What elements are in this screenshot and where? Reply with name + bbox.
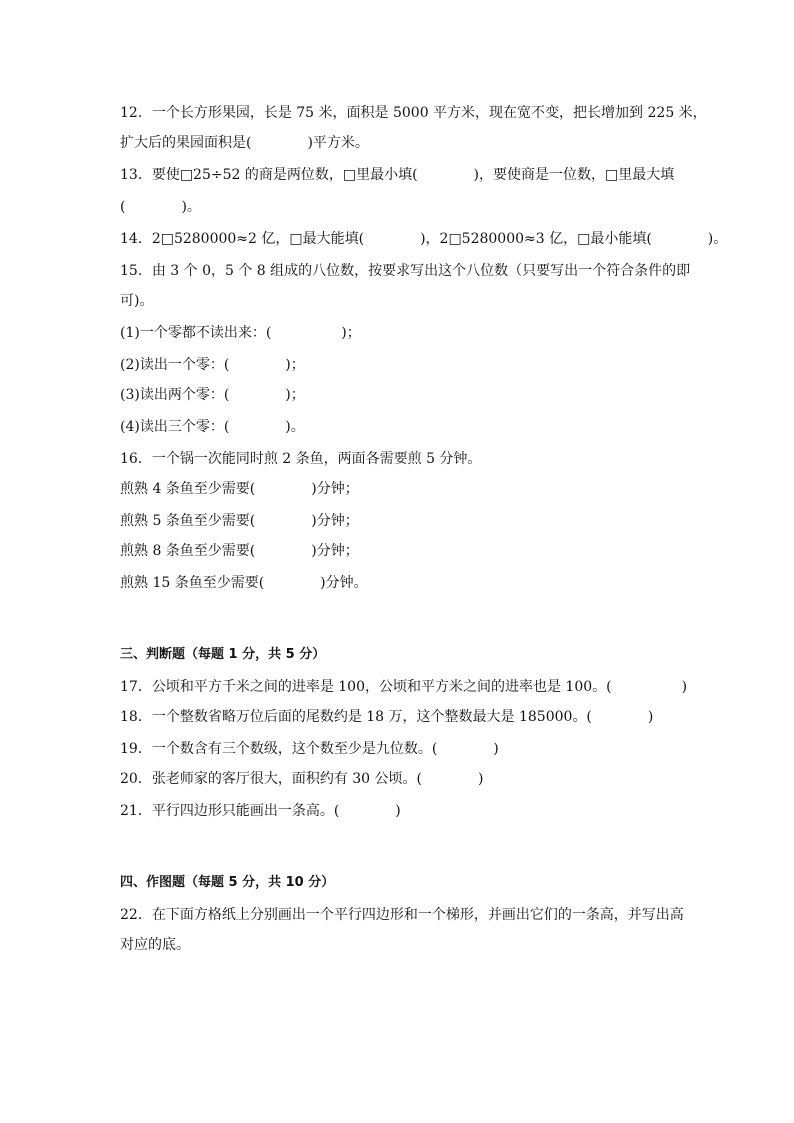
question-22-line-1: 22．在下面方格纸上分别画出一个平行四边形和一个梯形，并画出它们的一条高，并写出高 bbox=[120, 907, 684, 923]
question-20: 20．张老师家的客厅很大，面积约有 30 公顷。( ) bbox=[120, 771, 484, 787]
question-18: 18．一个整数省略万位后面的尾数约是 18 万，这个整数最大是 185000。( ) bbox=[120, 709, 654, 725]
question-15-part-3: (3)读出两个零：( )； bbox=[120, 387, 305, 403]
question-13-line-1: 13．要使□25÷52 的商是两位数，□里最小填( )，要使商是一位数，□里最大填 bbox=[120, 167, 675, 183]
question-16-part-2: 煎熟 5 条鱼至少需要( )分钟； bbox=[120, 513, 359, 529]
question-15-part-1: (1)一个零都不读出来：( )； bbox=[120, 325, 361, 341]
question-17: 17．公顷和平方千米之间的进率是 100，公顷和平方米之间的进率也是 100。( ) bbox=[120, 679, 688, 695]
question-16: 16．一个锅一次能同时煎 2 条鱼，两面各需要煎 5 分钟。 bbox=[120, 451, 482, 467]
question-16-part-4: 煎熟 15 条鱼至少需要( )分钟。 bbox=[120, 575, 368, 591]
question-22-line-2: 对应的底。 bbox=[120, 937, 190, 953]
section-heading-true-false: 三、判断题（每题 1 分，共 5 分） bbox=[120, 647, 326, 662]
question-13-line-2: ( )。 bbox=[120, 199, 201, 215]
question-15-part-2: (2)读出一个零：( )； bbox=[120, 357, 305, 373]
question-12-line-1: 12．一个长方形果园，长是 75 米，面积是 5000 平方米，现在宽不变，把长增加到 225 米， bbox=[120, 105, 707, 121]
question-12-line-2: 扩大后的果园面积是( )平方米。 bbox=[120, 135, 369, 151]
section-heading-drawing: 四、作图题（每题 5 分，共 10 分） bbox=[120, 875, 335, 890]
question-14: 14．2□5280000≈2 亿，□最大能填( )，2□5280000≈3 亿，□最小能填( )。 bbox=[120, 231, 728, 247]
question-15-line-2: 可)。 bbox=[120, 293, 154, 309]
question-16-part-1: 煎熟 4 条鱼至少需要( )分钟； bbox=[120, 481, 359, 497]
question-15-line-1: 15．由 3 个 0，5 个 8 组成的八位数，按要求写出这个八位数（只要写出一个符合条件的即 bbox=[120, 263, 691, 279]
question-19: 19．一个数含有三个数级，这个数至少是九位数。( ) bbox=[120, 741, 499, 757]
question-21: 21．平行四边形只能画出一条高。( ) bbox=[120, 803, 401, 819]
question-15-part-4: (4)读出三个零：( )。 bbox=[120, 419, 305, 435]
question-16-part-3: 煎熟 8 条鱼至少需要( )分钟； bbox=[120, 543, 359, 559]
